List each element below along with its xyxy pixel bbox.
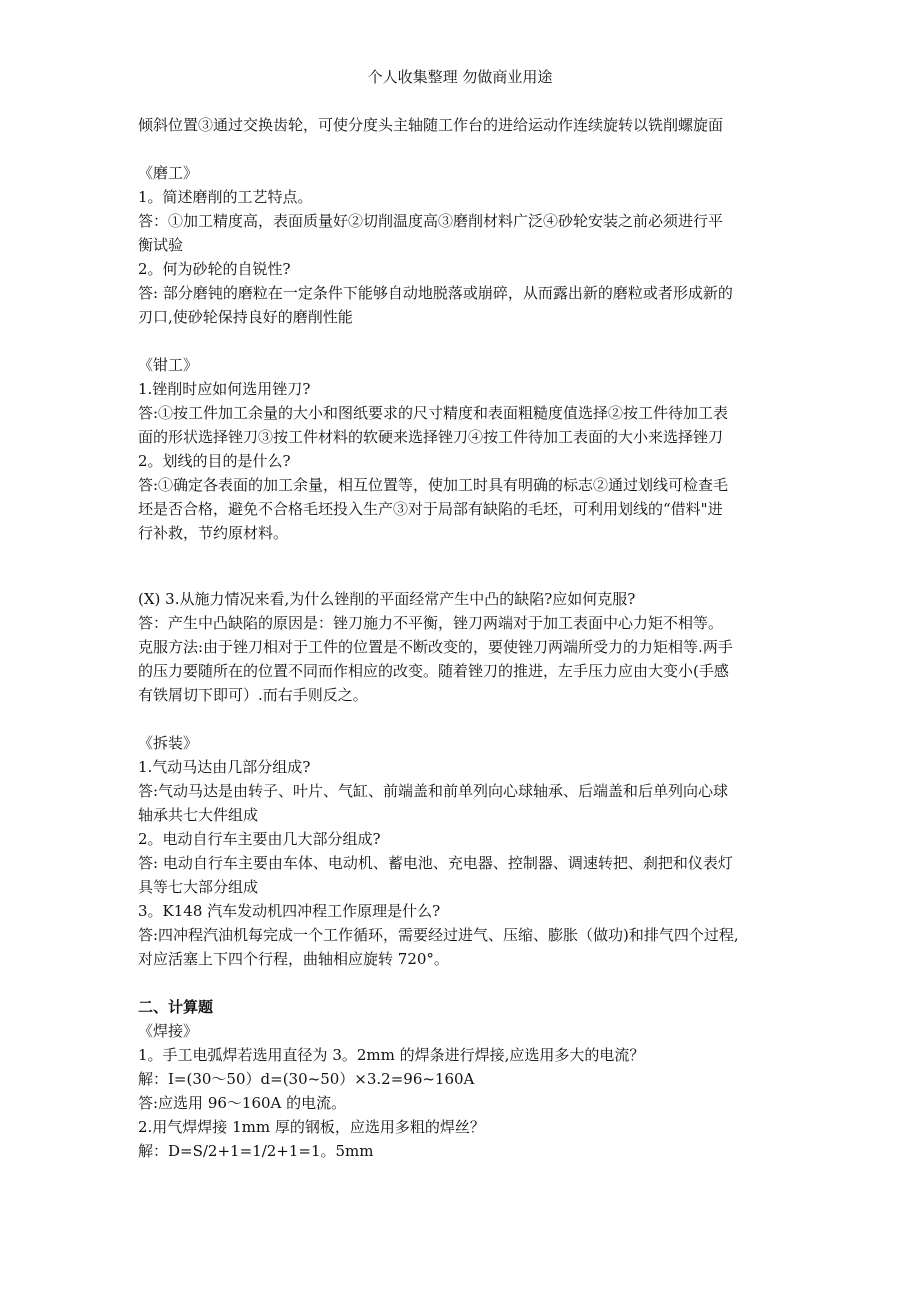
question-line: 1.气动马达由几部分组成?: [138, 758, 311, 776]
answer-line: 行补救，节约原材料。: [138, 524, 289, 542]
answer-line: 对应活塞上下四个行程，曲轴相应旋转 720°。: [138, 950, 449, 968]
answer-line: 答:①按工件加工余量的大小和图纸要求的尺寸精度和表面粗糙度值选择②按工件待加工表: [138, 404, 729, 422]
question-line: 2.用气焊焊接 1mm 厚的钢板，应选用多粗的焊丝？: [138, 1118, 485, 1136]
section-heading-calculation: 二、计算题: [138, 998, 214, 1016]
section-heading-fitter: 《钳工》: [138, 356, 199, 374]
answer-line: 答: 部分磨钝的磨粒在一定条件下能够自动地脱落或崩碎，从而露出新的磨粒或者形成新的: [138, 284, 733, 302]
answer-line: 刃口,使砂轮保持良好的磨削性能: [138, 308, 353, 326]
question-line: 2。何为砂轮的自锐性?: [138, 260, 291, 278]
answer-line: 答:气动马达是由转子、叶片、气缸、前端盖和前单列向心球轴承、后端盖和后单列向心球: [138, 782, 729, 800]
answer-line: 面的形状选择锉刀③按工件材料的软硬来选择锉刀④按工件待加工表面的大小来选择锉刀: [138, 428, 724, 446]
question-line: 2。电动自行车主要由几大部分组成?: [138, 830, 381, 848]
answer-line: 答: 电动自行车主要由车体、电动机、蓄电池、充电器、控制器、调速转把、刹把和仪表灯: [138, 854, 733, 872]
question-line: 1。简述磨削的工艺特点。: [138, 188, 313, 206]
answer-line: 的压力要随所在的位置不同而作相应的改变。随着锉刀的推进，左手压力应由大变小(手感: [138, 662, 729, 680]
spacer: [138, 329, 788, 353]
answer-line: 坯是否合格，避免不合格毛坯投入生产③对于局部有缺陷的毛坯，可利用划线的“借料"进: [138, 500, 723, 518]
answer-line: 答:①确定各表面的加工余量，相互位置等，使加工时具有明确的标志②通过划线可检查毛: [138, 476, 729, 494]
question-line: 3。K148 汽车发动机四冲程工作原理是什么?: [138, 902, 441, 920]
answer-line: 轴承共七大件组成: [138, 806, 259, 824]
answer-line: 答:四冲程汽油机每完成一个工作循环，需要经过进气、压缩、膨胀（做功)和排气四个过程,: [138, 926, 739, 944]
spacer: [138, 707, 788, 731]
page-header: 个人收集整理 勿做商业用途: [367, 68, 553, 86]
section-heading-welding: 《焊接》: [138, 1022, 199, 1040]
question-line: 2。划线的目的是什么?: [138, 452, 291, 470]
document-body: [138, 113, 788, 1163]
answer-line: 答：产生中凸缺陷的原因是：锉刀施力不平衡，锉刀两端对于加工表面中心力矩不相等。: [138, 614, 724, 632]
solution-line: 解：D=S/2+1=1/2+1=1。5mm: [138, 1142, 374, 1160]
answer-line: 具等七大部分组成: [138, 878, 259, 896]
answer-line: 衡试验: [138, 236, 184, 254]
answer-line: 有铁屑切下即可）.而右手则反之。: [138, 686, 368, 704]
answer-line: 克服方法:由于锉刀相对于工件的位置是不断改变的，要使锉刀两端所受力的力矩相等.两手: [138, 638, 733, 656]
spacer: [138, 971, 788, 995]
question-line: 1.锉削时应如何选用锉刀?: [138, 380, 311, 398]
spacer: [138, 137, 788, 161]
text-line: 倾斜位置③通过交换齿轮，可使分度头主轴随工作台的进给运动作连续旋转以铣削螺旋面: [138, 116, 724, 134]
question-line: 1。手工电弧焊若选用直径为 3。2mm 的焊条进行焊接,应选用多大的电流？: [138, 1046, 645, 1064]
section-heading-grinding: 《磨工》: [138, 164, 199, 182]
answer-line: 答:应选用 96～160A 的电流。: [138, 1094, 347, 1112]
solution-line: 解：I=(30～50）d=(30~50）×3.2=96~160A: [138, 1070, 475, 1088]
answer-line: 答：①加工精度高，表面质量好②切削温度高③磨削材料广泛④砂轮安装之前必须进行平: [138, 212, 724, 230]
section-heading-assembly: 《拆装》: [138, 734, 199, 752]
spacer: [138, 545, 788, 587]
question-line: (X) 3.从施力情况来看,为什么锉削的平面经常产生中凸的缺陷?应如何克服?: [138, 590, 636, 608]
